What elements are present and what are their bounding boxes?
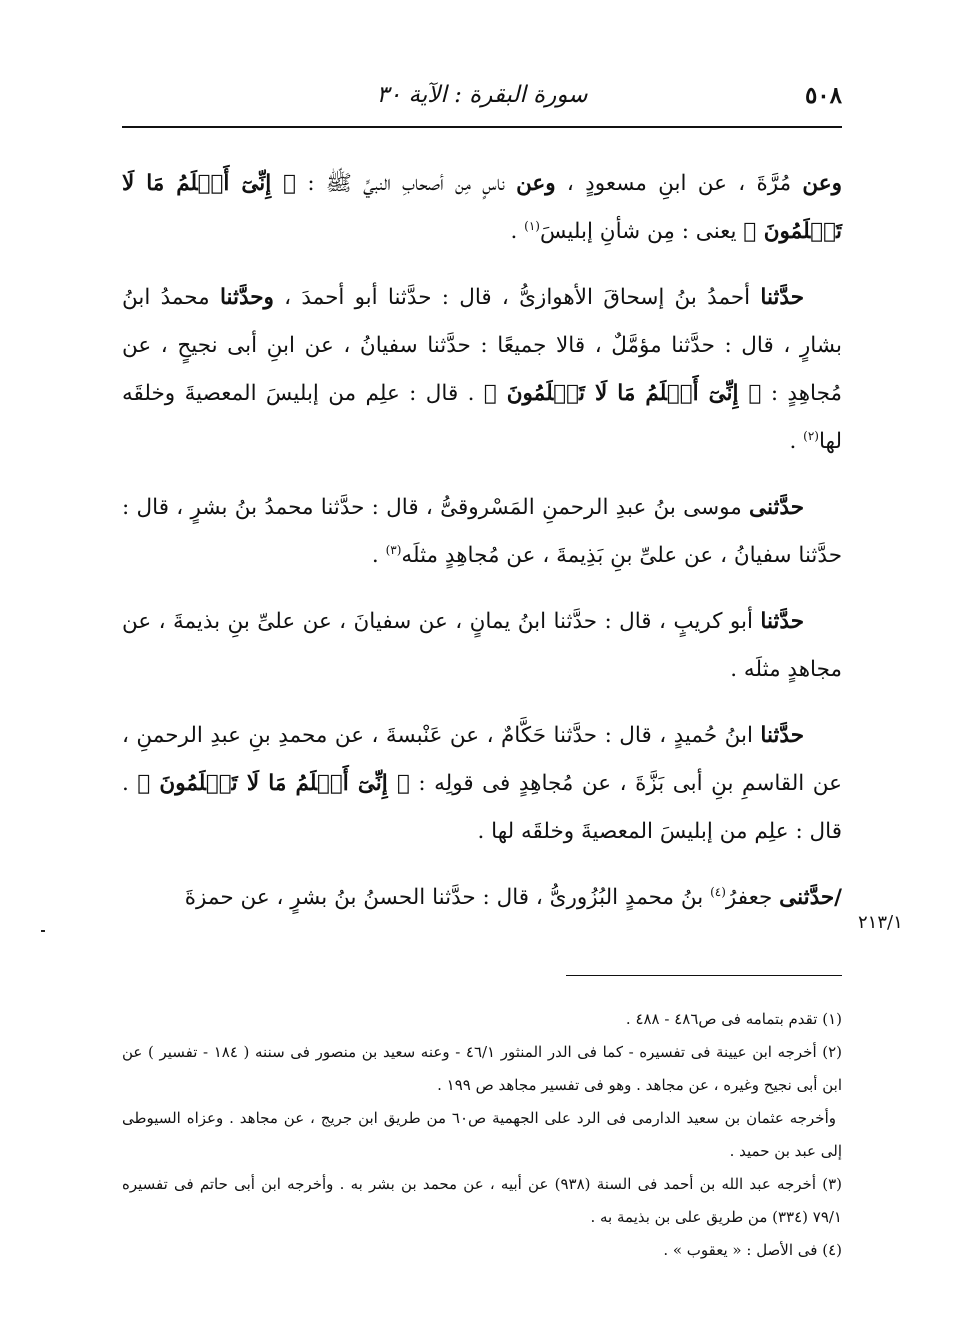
paragraph-3 xyxy=(122,484,842,580)
paragraph-text: . xyxy=(371,543,386,568)
paragraph-5 xyxy=(122,712,842,856)
footnote-reference[interactable]: (٣) xyxy=(385,542,402,557)
footnote-reference[interactable]: (٢) xyxy=(803,428,819,443)
footnote-3: (٣) أخرجه عبد الله بن أحمد فى السنة (٩٣٨) عن أبيه ، عن محمد بن بشر به . وأخرجه ابن أبى حاتم فى تفسيره ٧٩/١ (٣٣٤) من طريق على بن بذيمة به . xyxy=(122,1175,842,1226)
quran-verse: ﴿ إِنِّىٓ أَعۡلَمُ مَا لَا تَعۡلَمُونَ ﴾ xyxy=(122,171,842,244)
paragraph-text: أبو كريبٍ ، قال : حدَّثنا ابنُ يمانٍ ، عن سفيانَ ، عن علىِّ بنِ بذيمةَ ، عن مجاهدٍ مثلَه . xyxy=(122,609,842,682)
narration-keyword: وعن xyxy=(516,171,556,196)
narration-keyword: /حدَّثنى xyxy=(779,885,842,910)
paragraph-text: . قال : علِم من إبليسَ المعصيةَ وخلقَه لها xyxy=(122,381,842,454)
margin-volume-page-note: ٢١٣/١ xyxy=(858,912,903,933)
footnote-2: (٢) أخرجه ابن عيينة فى تفسيره - كما فى الدر المنثور ٤٦/١ - وعنه سعيد بن منصور فى سننه ( ١٨٤ - تفسير ) عن ابن أبى نجيح وغيره ، عن مجاهد . وهو فى تفسير مجاهد ص ١٩٩ . xyxy=(122,1043,843,1094)
quran-verse: ﴿ إِنِّىٓ أَعۡلَمُ مَا لَا تَعۡلَمُونَ ﴾ xyxy=(483,381,762,406)
paragraph-text: بنُ محمدٍ البُزُورىُّ ، قال : حدَّثنا الحسنُ بنُ بشرٍ ، عن حمزةَ xyxy=(184,885,711,910)
footnote-divider xyxy=(566,975,842,976)
header-divider xyxy=(122,126,842,128)
narration-keyword: حدَّثنا xyxy=(760,285,804,310)
paragraph-text: مُرَّةَ ، عن ابنِ مسعودٍ ، xyxy=(555,171,803,196)
paragraph-text: محمدُ ابنُ بشارٍ ، قال : حدَّثنا مؤمَّلٌ ، قالا جميعًا : حدَّثنا سفيانُ ، عن ابنِ أبى نجيحٍ ، عن مُجاهِدٍ : xyxy=(122,285,843,406)
paragraph-1 xyxy=(122,160,842,256)
paragraph-text: أحمدُ بنُ إسحاقَ الأهوازىُّ ، قال : حدَّثنا أبو أحمدَ ، xyxy=(273,285,761,310)
paragraph-text: جعفرُ xyxy=(725,885,780,910)
paragraph-6 xyxy=(122,874,842,922)
paragraph-text: . قال : علِم من إبليسَ المعصيةَ وخلقَه لها . xyxy=(122,771,842,844)
footnote-reference[interactable]: (١) xyxy=(524,218,540,233)
narration-keyword: حدَّثنا xyxy=(760,723,804,748)
page-number: ٥٠٨ xyxy=(804,82,842,109)
paragraph-text: ناسٍ مِن أصحابِ النبيِّ ﷺ : xyxy=(296,171,517,196)
footnote-1: (١) تقدم بتمامه فى ص٤٨٦ - ٤٨٨ . xyxy=(625,1010,842,1028)
paragraph-text: . xyxy=(510,219,525,244)
paragraph-text: ابنُ حُميدٍ ، قال : حدَّثنا حَكَّامٌ ، عن عَنْبسةَ ، عن محمدِ بنِ عبدِ الرحمنِ ، عن القاسمِ بنِ أبى بَزَّةَ ، عن مُجاهِدٍ فى قولِه : xyxy=(122,723,842,796)
paragraph-text: يعنى : مِن شأنِ إبليسَ xyxy=(539,219,744,244)
footnote-reference[interactable]: (٤) xyxy=(710,884,726,899)
quran-verse: ﴿ إِنِّىٓ أَعۡلَمُ مَا لَا تَعۡلَمُونَ ﴾ xyxy=(137,771,410,796)
footnote-2-continued: وأخرجه عثمان بن سعيد الدارمى فى الرد على الجهمية ص٦٠ من طريق ابن جريج ، عن مجاهد . وعزاه السيوطى إلى عبد بن حميد . xyxy=(122,1109,842,1160)
running-title: سورة البقرة : الآية ٣٠ xyxy=(376,82,588,108)
narration-keyword: حدَّثنا xyxy=(760,609,804,634)
footnote-4: (٤) فى الأصل : « يعقوب » . xyxy=(663,1241,842,1259)
page-header xyxy=(122,78,842,118)
paragraph-4 xyxy=(122,598,842,694)
paragraph-2 xyxy=(122,274,842,466)
narration-keyword: وعن xyxy=(802,171,842,196)
paragraph-text: . xyxy=(789,429,804,454)
paragraph-text: موسى بنُ عبدِ الرحمنِ المَسْروقىُّ ، قال : حدَّثنا محمدُ بنُ بشرٍ ، قال : حدَّثنا سفيانُ ، عن علىِّ بنِ بَذِيمةَ ، عن مُجاهِدٍ مثلَه xyxy=(122,495,842,568)
narration-keyword: وحدَّثنا xyxy=(219,285,274,310)
margin-mark xyxy=(41,930,45,932)
main-text xyxy=(122,160,842,940)
narration-keyword: حدَّثنى xyxy=(749,495,804,520)
footnotes xyxy=(122,1003,842,1267)
